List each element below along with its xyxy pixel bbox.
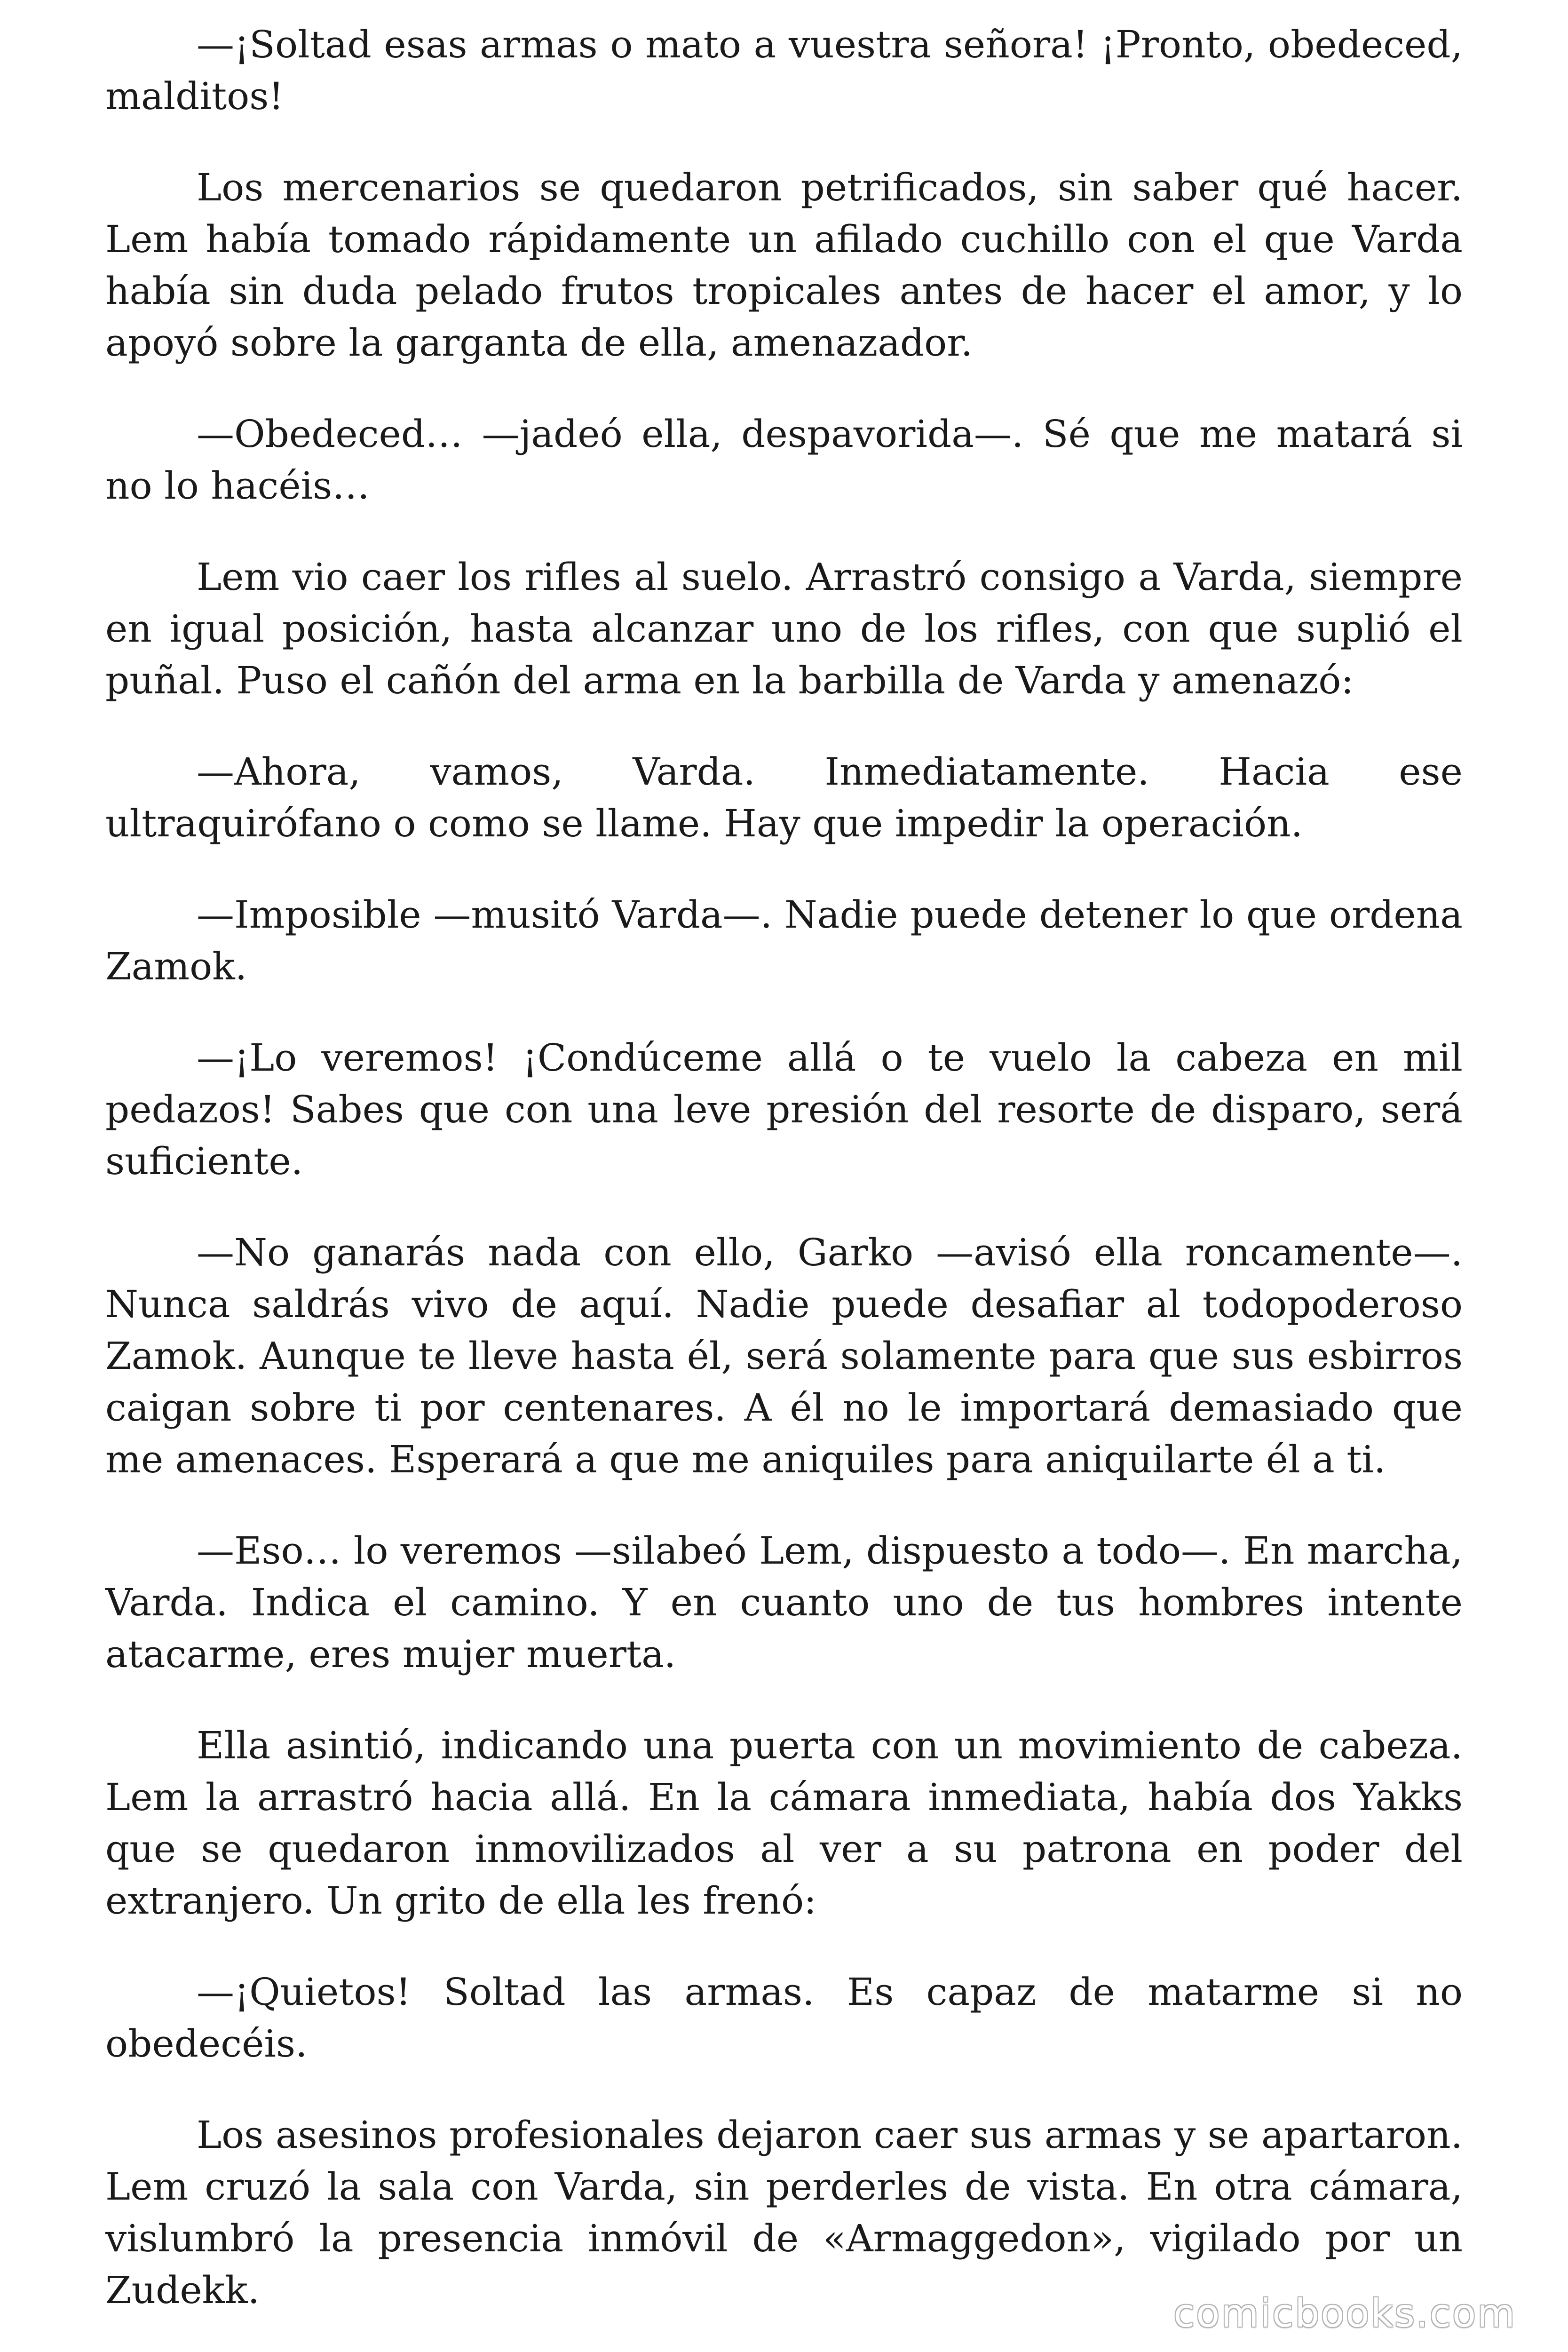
- paragraph: Los mercenarios se quedaron petrificados, sin saber qué hacer. Lem había tomado rápidamente un afilado cuchillo con el que Varda había sin duda pelado frutos tropicales antes de hacer el amor, y lo apoyó sobre la garganta de ella, amenazador.: [105, 166, 1463, 365]
- paragraph: —¡Quietos! Soltad las armas. Es capaz de matarme si no obedecéis.: [105, 1970, 1463, 2066]
- paragraph: Ella asintió, indicando una puerta con un movimiento de cabeza. Lem la arrastró hacia allá. En la cámara inmediata, había dos Yakks que se quedaron inmovilizados al ver a su patrona en poder del extranjero. Un grito de ella les frenó:: [105, 1724, 1463, 1923]
- paragraph: —¡Lo veremos! ¡Condúceme allá o te vuelo la cabeza en mil pedazos! Sabes que con una leve presión del resorte de disparo, será suficiente.: [105, 1036, 1463, 1183]
- paragraph: Los asesinos profesionales dejaron caer sus armas y se apartaron. Lem cruzó la sala con Varda, sin perderles de vista. En otra cámara, vislumbró la presencia inmóvil de «Armaggedon», vigilado por un Zudekk.: [105, 2113, 1463, 2312]
- paragraph: —Ahora, vamos, Varda. Inmediatamente. Hacia ese ultraquirófano o como se llame. Hay que impedir la operación.: [105, 750, 1463, 845]
- page-text: [105, 19, 1463, 2352]
- paragraph: —¡Soltad esas armas o mato a vuestra señora! ¡Pronto, obedeced, malditos!: [105, 23, 1463, 118]
- paragraph: —Imposible —musitó Varda—. Nadie puede detener lo que ordena Zamok.: [105, 893, 1463, 988]
- paragraph: —No ganarás nada con ello, Garko —avisó ella roncamente—. Nunca saldrás vivo de aquí. Nadie puede desafiar al todopoderoso Zamok. Aunque te lleve hasta él, será solamente para que sus esbirros caigan sobre ti por centenares. A él no le importará demasiado que me amenaces. Esperará a que me aniquiles para aniquilarte él a ti.: [105, 1231, 1463, 1481]
- paragraph: Lem vio caer los rifles al suelo. Arrastró consigo a Varda, siempre en igual posición, hasta alcanzar uno de los rifles, con que suplió el puñal. Puso el cañón del arma en la barbilla de Varda y amenazó:: [105, 555, 1463, 702]
- watermark: comicbooks.com: [1173, 2291, 1516, 2336]
- paragraph: —Eso… lo veremos —silabeó Lem, dispuesto a todo—. En marcha, Varda. Indica el camino. Y en cuanto uno de tus hombres intente atacarme, eres mujer muerta.: [105, 1529, 1463, 1676]
- paragraph: —Obedeced… —jadeó ella, despavorida—. Sé que me matará si no lo hacéis…: [105, 412, 1463, 508]
